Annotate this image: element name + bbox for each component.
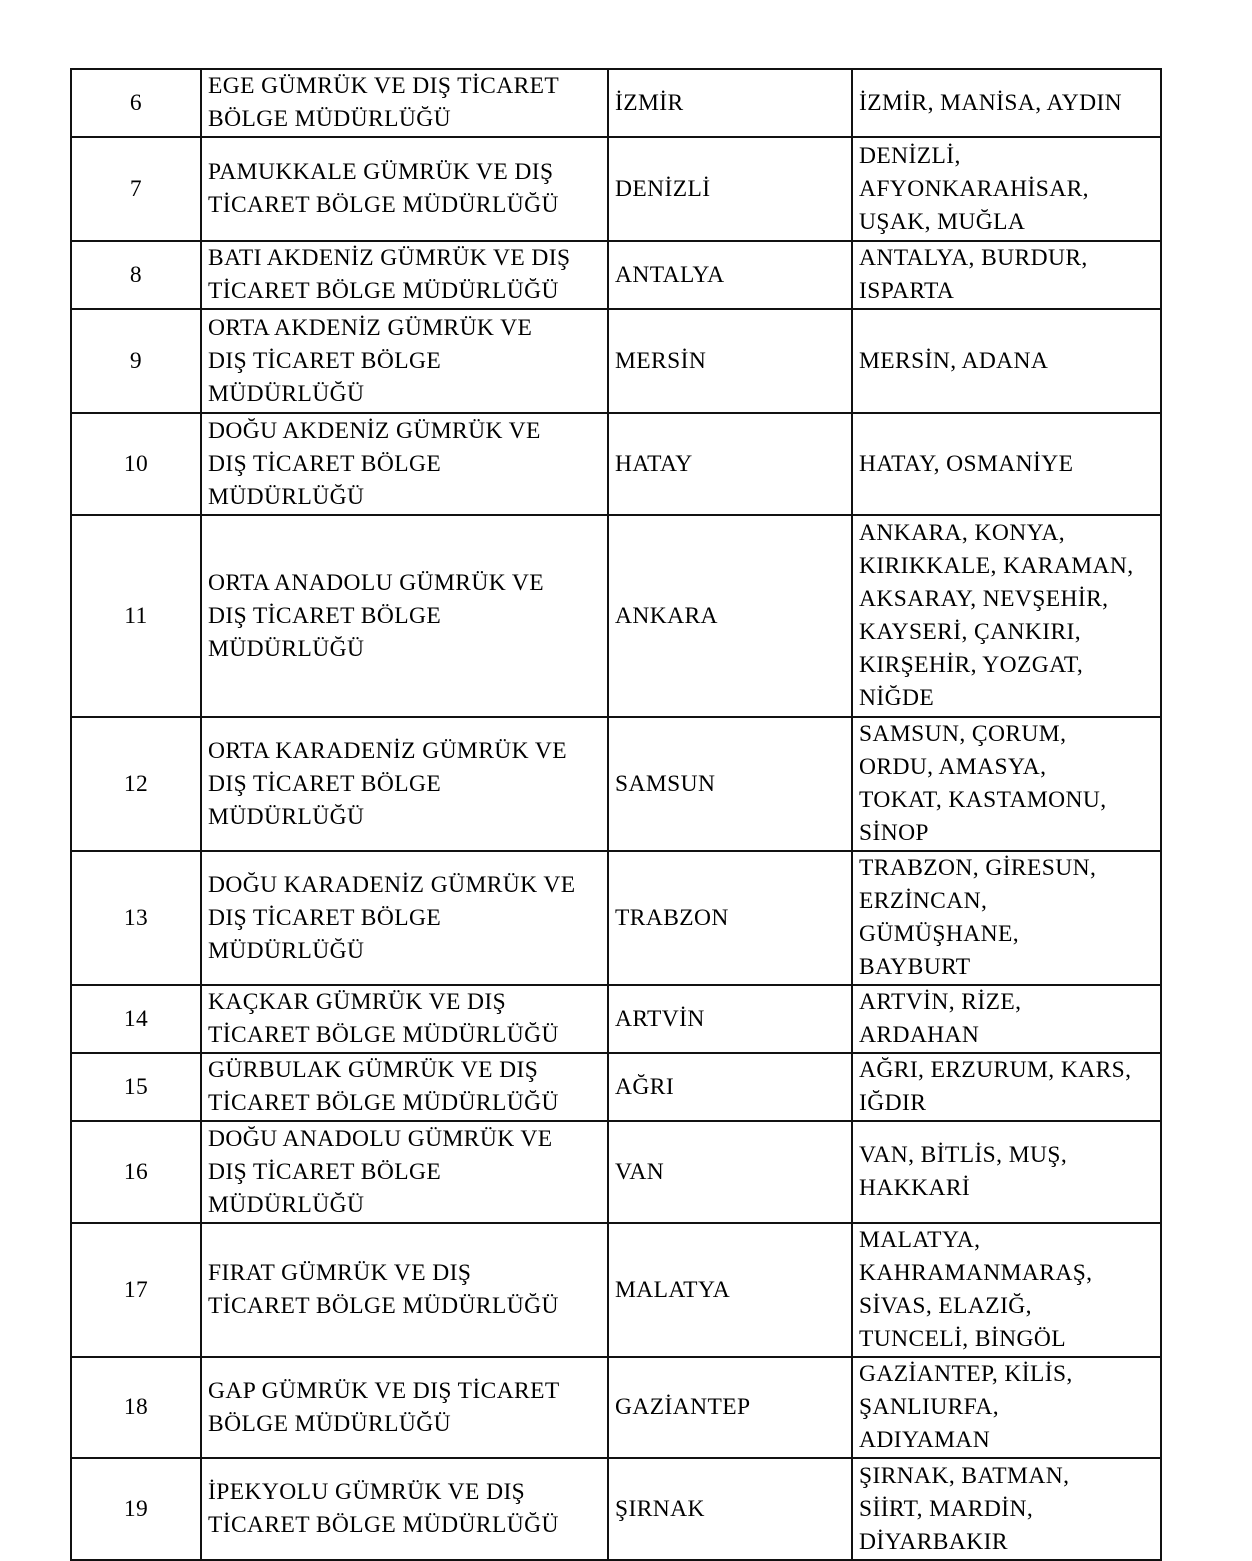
province-line: KAYSERİ, ÇANKIRI, xyxy=(859,619,1082,645)
directorate-name xyxy=(201,309,608,413)
province-line: ORDU, AMASYA, xyxy=(859,754,1047,780)
directorate-name-line: BATI AKDENİZ GÜMRÜK VE DIŞ xyxy=(208,245,571,271)
province-line: NİĞDE xyxy=(859,685,935,711)
directorate-name-line: FIRAT GÜMRÜK VE DIŞ xyxy=(208,1260,472,1286)
province-line: İZMİR, MANİSA, AYDIN xyxy=(859,89,1123,116)
directorate-name xyxy=(201,851,608,985)
directorate-name xyxy=(201,1458,608,1560)
directorate-name-line: DOĞU ANADOLU GÜMRÜK VE xyxy=(208,1125,553,1152)
center-city: SAMSUN xyxy=(608,717,852,851)
row-number: 14 xyxy=(71,985,201,1053)
center-city: HATAY xyxy=(608,413,852,515)
province-line: ŞANLIURFA, xyxy=(859,1394,1000,1420)
directorate-name-line: DOĞU AKDENİZ GÜMRÜK VE xyxy=(208,417,541,444)
table-row xyxy=(71,1357,1161,1458)
province-line: ISPARTA xyxy=(859,278,955,304)
directorate-name xyxy=(201,69,608,137)
row-number: 19 xyxy=(71,1458,201,1560)
directorate-name-line: PAMUKKALE GÜMRÜK VE DIŞ xyxy=(208,159,554,185)
covered-provinces xyxy=(852,1458,1161,1560)
row-number: 10 xyxy=(71,413,201,515)
directorate-name-line: MÜDÜRLÜĞÜ xyxy=(208,380,365,407)
covered-provinces xyxy=(852,241,1161,309)
directorate-name-line: MÜDÜRLÜĞÜ xyxy=(208,483,365,510)
province-line: SİİRT, MARDİN, xyxy=(859,1495,1034,1522)
province-line: ŞIRNAK, BATMAN, xyxy=(859,1462,1070,1489)
province-line: ERZİNCAN, xyxy=(859,888,988,914)
directorate-name-line: DIŞ TİCARET BÖLGE xyxy=(208,904,442,931)
covered-provinces xyxy=(852,1223,1161,1357)
province-line: AKSARAY, NEVŞEHİR, xyxy=(859,586,1109,612)
center-city: TRABZON xyxy=(608,851,852,985)
directorate-name-line: DIŞ TİCARET BÖLGE xyxy=(208,1158,442,1185)
table-row xyxy=(71,1053,1161,1121)
table-row xyxy=(71,985,1161,1053)
document-page xyxy=(70,68,1160,1561)
province-line: KIRIKKALE, KARAMAN, xyxy=(859,553,1134,579)
directorate-name-line: TİCARET BÖLGE MÜDÜRLÜĞÜ xyxy=(208,1512,559,1538)
province-line: SAMSUN, ÇORUM, xyxy=(859,721,1067,747)
directorate-name-line: TİCARET BÖLGE MÜDÜRLÜĞÜ xyxy=(208,1293,559,1319)
table-row xyxy=(71,69,1161,137)
province-line: MALATYA, xyxy=(859,1227,981,1253)
row-number: 18 xyxy=(71,1357,201,1458)
row-number: 12 xyxy=(71,717,201,851)
covered-provinces xyxy=(852,1121,1161,1223)
directorate-name-line: İPEKYOLU GÜMRÜK VE DIŞ xyxy=(208,1479,526,1505)
province-line: ARDAHAN xyxy=(859,1022,980,1048)
center-city: DENİZLİ xyxy=(608,137,852,241)
province-line: HATAY, OSMANİYE xyxy=(859,450,1074,477)
center-city: ŞIRNAK xyxy=(608,1458,852,1560)
row-number: 15 xyxy=(71,1053,201,1121)
regional-directorates-table xyxy=(70,68,1162,1561)
covered-provinces xyxy=(852,309,1161,413)
directorate-name-line: TİCARET BÖLGE MÜDÜRLÜĞÜ xyxy=(208,192,559,218)
center-city: AĞRI xyxy=(608,1053,852,1121)
covered-provinces xyxy=(852,137,1161,241)
table-row xyxy=(71,851,1161,985)
province-line: DENİZLİ, xyxy=(859,142,961,169)
center-city: MALATYA xyxy=(608,1223,852,1357)
province-line: DİYARBAKIR xyxy=(859,1528,1008,1555)
directorate-name-line: ORTA ANADOLU GÜMRÜK VE xyxy=(208,569,545,596)
directorate-name xyxy=(201,1053,608,1121)
province-line: ANTALYA, BURDUR, xyxy=(859,245,1088,271)
covered-provinces xyxy=(852,69,1161,137)
table-row xyxy=(71,1223,1161,1357)
province-line: SİNOP xyxy=(859,820,929,846)
table-row xyxy=(71,515,1161,717)
directorate-name-line: MÜDÜRLÜĞÜ xyxy=(208,803,365,830)
directorate-name xyxy=(201,985,608,1053)
directorate-name-line: DOĞU KARADENİZ GÜMRÜK VE xyxy=(208,871,576,898)
directorate-name-line: ORTA KARADENİZ GÜMRÜK VE xyxy=(208,737,568,764)
province-line: TOKAT, KASTAMONU, xyxy=(859,787,1107,813)
center-city: GAZİANTEP xyxy=(608,1357,852,1458)
province-line: ADIYAMAN xyxy=(859,1427,991,1453)
directorate-name-line: ORTA AKDENİZ GÜMRÜK VE xyxy=(208,314,533,341)
directorate-name-line: TİCARET BÖLGE MÜDÜRLÜĞÜ xyxy=(208,278,559,304)
directorate-name-line: EGE GÜMRÜK VE DIŞ TİCARET xyxy=(208,73,560,99)
directorate-name-line: DIŞ TİCARET BÖLGE xyxy=(208,347,442,374)
province-line: SİVAS, ELAZIĞ, xyxy=(859,1293,1032,1319)
table-row xyxy=(71,1458,1161,1560)
directorate-name-line: MÜDÜRLÜĞÜ xyxy=(208,635,365,662)
province-line: ARTVİN, RİZE, xyxy=(859,989,1022,1015)
table-row xyxy=(71,717,1161,851)
covered-provinces xyxy=(852,1053,1161,1121)
row-number: 6 xyxy=(71,69,201,137)
row-number: 13 xyxy=(71,851,201,985)
directorate-name-line: MÜDÜRLÜĞÜ xyxy=(208,1191,365,1218)
province-line: IĞDIR xyxy=(859,1090,927,1116)
table-row xyxy=(71,413,1161,515)
province-line: KAHRAMANMARAŞ, xyxy=(859,1260,1093,1286)
row-number: 9 xyxy=(71,309,201,413)
province-line: GÜMÜŞHANE, xyxy=(859,921,1020,947)
province-line: VAN, BİTLİS, MUŞ, xyxy=(859,1142,1068,1168)
directorate-name-line: TİCARET BÖLGE MÜDÜRLÜĞÜ xyxy=(208,1090,559,1116)
province-line: AĞRI, ERZURUM, KARS, xyxy=(859,1057,1132,1083)
directorate-name xyxy=(201,1223,608,1357)
directorate-name-line: DIŞ TİCARET BÖLGE xyxy=(208,450,442,477)
directorate-name-line: BÖLGE MÜDÜRLÜĞÜ xyxy=(208,106,451,132)
table-body xyxy=(71,69,1161,1560)
directorate-name xyxy=(201,241,608,309)
table-row xyxy=(71,309,1161,413)
province-line: KIRŞEHİR, YOZGAT, xyxy=(859,652,1084,678)
table-row xyxy=(71,137,1161,241)
province-line: HAKKARİ xyxy=(859,1175,971,1201)
directorate-name-line: MÜDÜRLÜĞÜ xyxy=(208,937,365,964)
center-city: MERSİN xyxy=(608,309,852,413)
province-line: BAYBURT xyxy=(859,954,971,980)
directorate-name-line: KAÇKAR GÜMRÜK VE DIŞ xyxy=(208,989,507,1015)
directorate-name xyxy=(201,413,608,515)
directorate-name-line: DIŞ TİCARET BÖLGE xyxy=(208,602,442,629)
center-city: VAN xyxy=(608,1121,852,1223)
province-line: TUNCELİ, BİNGÖL xyxy=(859,1326,1067,1352)
covered-provinces xyxy=(852,851,1161,985)
directorate-name xyxy=(201,137,608,241)
directorate-name xyxy=(201,717,608,851)
table-row xyxy=(71,1121,1161,1223)
row-number: 17 xyxy=(71,1223,201,1357)
province-line: GAZİANTEP, KİLİS, xyxy=(859,1361,1073,1387)
covered-provinces xyxy=(852,985,1161,1053)
center-city: ANKARA xyxy=(608,515,852,717)
directorate-name xyxy=(201,1357,608,1458)
directorate-name-line: DIŞ TİCARET BÖLGE xyxy=(208,770,442,797)
covered-provinces xyxy=(852,413,1161,515)
center-city: İZMİR xyxy=(608,69,852,137)
province-line: MERSİN, ADANA xyxy=(859,347,1049,374)
row-number: 7 xyxy=(71,137,201,241)
province-line: TRABZON, GİRESUN, xyxy=(859,855,1097,881)
directorate-name-line: GÜRBULAK GÜMRÜK VE DIŞ xyxy=(208,1057,539,1083)
province-line: UŞAK, MUĞLA xyxy=(859,208,1026,235)
directorate-name-line: BÖLGE MÜDÜRLÜĞÜ xyxy=(208,1410,451,1437)
province-line: AFYONKARAHİSAR, xyxy=(859,175,1089,202)
directorate-name xyxy=(201,515,608,717)
province-line: ANKARA, KONYA, xyxy=(859,520,1066,546)
directorate-name-line: GAP GÜMRÜK VE DIŞ TİCARET xyxy=(208,1377,560,1404)
row-number: 8 xyxy=(71,241,201,309)
covered-provinces xyxy=(852,1357,1161,1458)
row-number: 11 xyxy=(71,515,201,717)
directorate-name-line: TİCARET BÖLGE MÜDÜRLÜĞÜ xyxy=(208,1022,559,1048)
covered-provinces xyxy=(852,515,1161,717)
center-city: ANTALYA xyxy=(608,241,852,309)
table-row xyxy=(71,241,1161,309)
center-city: ARTVİN xyxy=(608,985,852,1053)
covered-provinces xyxy=(852,717,1161,851)
row-number: 16 xyxy=(71,1121,201,1223)
directorate-name xyxy=(201,1121,608,1223)
